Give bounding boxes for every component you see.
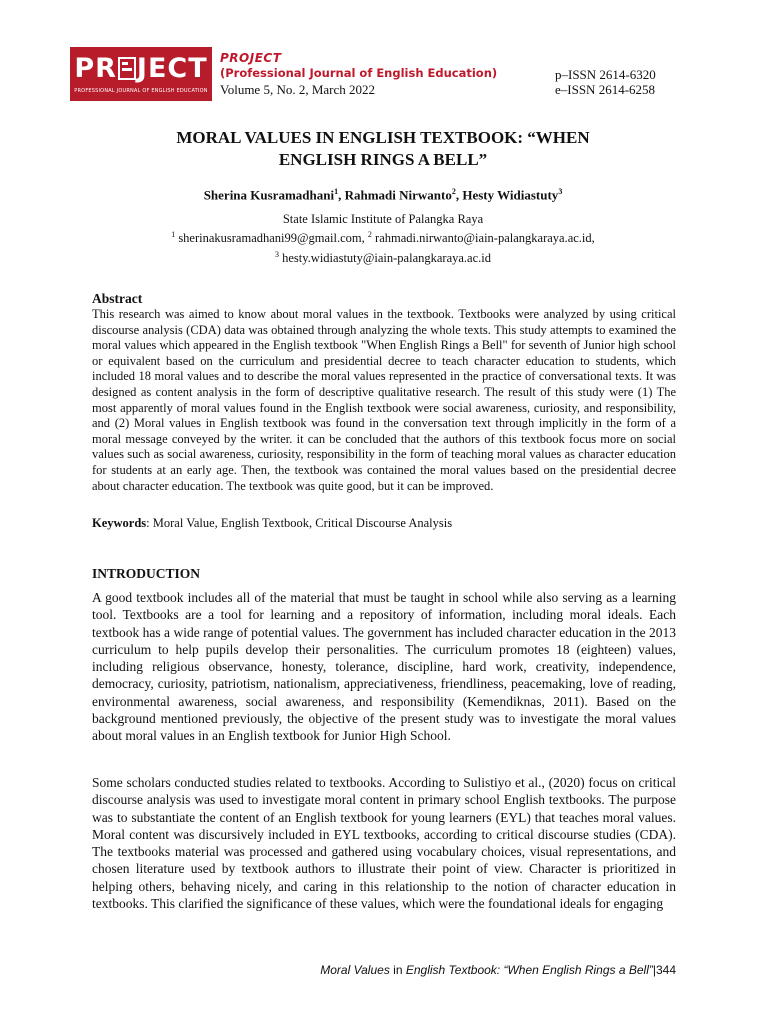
abstract-heading: Abstract [92, 291, 143, 306]
keywords-list: : Moral Value, English Textbook, Critical Discourse Analysis [146, 516, 453, 530]
affiliation: State Islamic Institute of Palangka Raya [282, 212, 484, 226]
author-1: Sherina Kusramadhani [203, 187, 335, 203]
journal-full-name: (Professional Journal of English Education) [220, 66, 498, 80]
page-number: |344 [652, 963, 676, 977]
journal-name: PROJECT [220, 51, 282, 65]
author-3: Hesty Widiastuty [462, 187, 559, 203]
title-line-1: MORAL VALUES IN ENGLISH TEXTBOOK: “WHEN [176, 128, 590, 147]
e-issn: e–ISSN 2614-6258 [555, 82, 656, 97]
logo-wordmark: PR JECT [74, 53, 208, 84]
email-3[interactable]: hesty.widiastuty@iain-palangkaraya.ac.id [278, 250, 492, 265]
email-1[interactable]: sherinakusramadhani99@gmail.com, [175, 231, 368, 246]
logo-tagline: PROFESSIONAL JOURNAL OF ENGLISH EDUCATION [74, 88, 208, 94]
volume-info: Volume 5, No. 2, March 2022 [220, 82, 376, 97]
p-issn: p–ISSN 2614-6320 [555, 67, 656, 82]
logo-document-icon [118, 57, 136, 80]
introduction-heading: INTRODUCTION [92, 566, 201, 581]
introduction-paragraph-2: Some scholars conducted studies related to textbooks. According to Sulistiyo et al., (2020) focus on critical discourse analysis was used to investigate moral content in primary school English textbooks. The purpose was to substantiate the content of an English textbook for young learners (EYL) that teaches moral values. Moral content was discursively included in EYL textbooks, according to critical discourse studies (CDA). The textbooks material was processed and gathered using vocabulary choices, visual representations, and chosen literature used by textbook authors to illustrate their point of view. Character is prioritized in helping others, behaving nicely, and caring in this relationship to the notion of character education in textbooks. This clarified the significance of these values, which were the foundational ideals for engaging [92, 775, 676, 912]
journal-logo [70, 47, 212, 101]
email-2[interactable]: rahmadi.nirwanto@iain-palangkaraya.ac.id, [371, 231, 595, 246]
keywords-label: Keywords [92, 516, 147, 530]
introduction-paragraph-1: A good textbook includes all of the material that must be taught in school while also serving as a learning tool. Textbooks are a tool for learning and a repository of information, including moral ideals. Each textbook has a wide range of potential values. The government has included character education in the 2013 curriculum to help pupils develop their personalities. The curriculum promotes 18 (eighteen) values, including religious observance, honesty, tolerance, discipline, hard work, creativity, independence, democracy, curiosity, patriotism, nationalism, appreciativeness, friendliness, peacemaking, love of reading, environmental awareness, social awareness, and responsibility (Kemendiknas, 2011). Based on the background mentioned previously, the objective of the present study was to investigate the moral values about moral values in an English textbook for Junior High School. [92, 590, 676, 744]
keywords [92, 516, 676, 531]
page-footer: Moral Values in English Textbook: “When English Rings a Bell”|344 [320, 963, 676, 977]
title-line-2: ENGLISH RINGS A BELL” [278, 150, 488, 169]
author-list: Sherina Kusramadhani$^1$, Rahmadi Nirwanto$^2$, Hesty Widiastuty$^3$ [203, 187, 563, 203]
paper-title [90, 127, 676, 171]
abstract-text: This research was aimed to know about moral values in the textbook. Textbooks were analyzed by using critical discourse analysis (CDA) data was obtained through analyzing the whole texts. This study attempts to examined the moral values which appeared in the English textbook "When English Rings a Bell" for seventh of Junior high school or equivalent based on the curriculum and presidential decree to teach character education to students, which included 18 moral values and to describe the moral values represented in the practice of conversational texts. It was designed as content analysis in the form of descriptive qualitative research. The result of this study were (1) The most apparently of moral values found in the English textbook were social awareness, curiosity, and responsibility, and (2) Moral values in English textbook was found in the conversation text through implicitly in the form of a moral message conveyed by the writer. it can be concluded that the authors of this textbook focus more on social values such as social awareness, curiosity, responsibility in the form of teaching moral values as character education for students at an early age. Then, the textbook was contained the moral values based on the presidential decree about character education. The textbook was quite good, but it can be improved. [92, 307, 676, 493]
author-emails: $^1$ sherinakusramadhani99@gmail.com, $^2$ rahmadi.nirwanto@iain-palangkaraya.ac.id, $^3$ hesty.widiastuty@iain-palangkaraya.ac.id [171, 230, 595, 265]
author-2: Rahmadi Nirwanto [344, 187, 452, 203]
